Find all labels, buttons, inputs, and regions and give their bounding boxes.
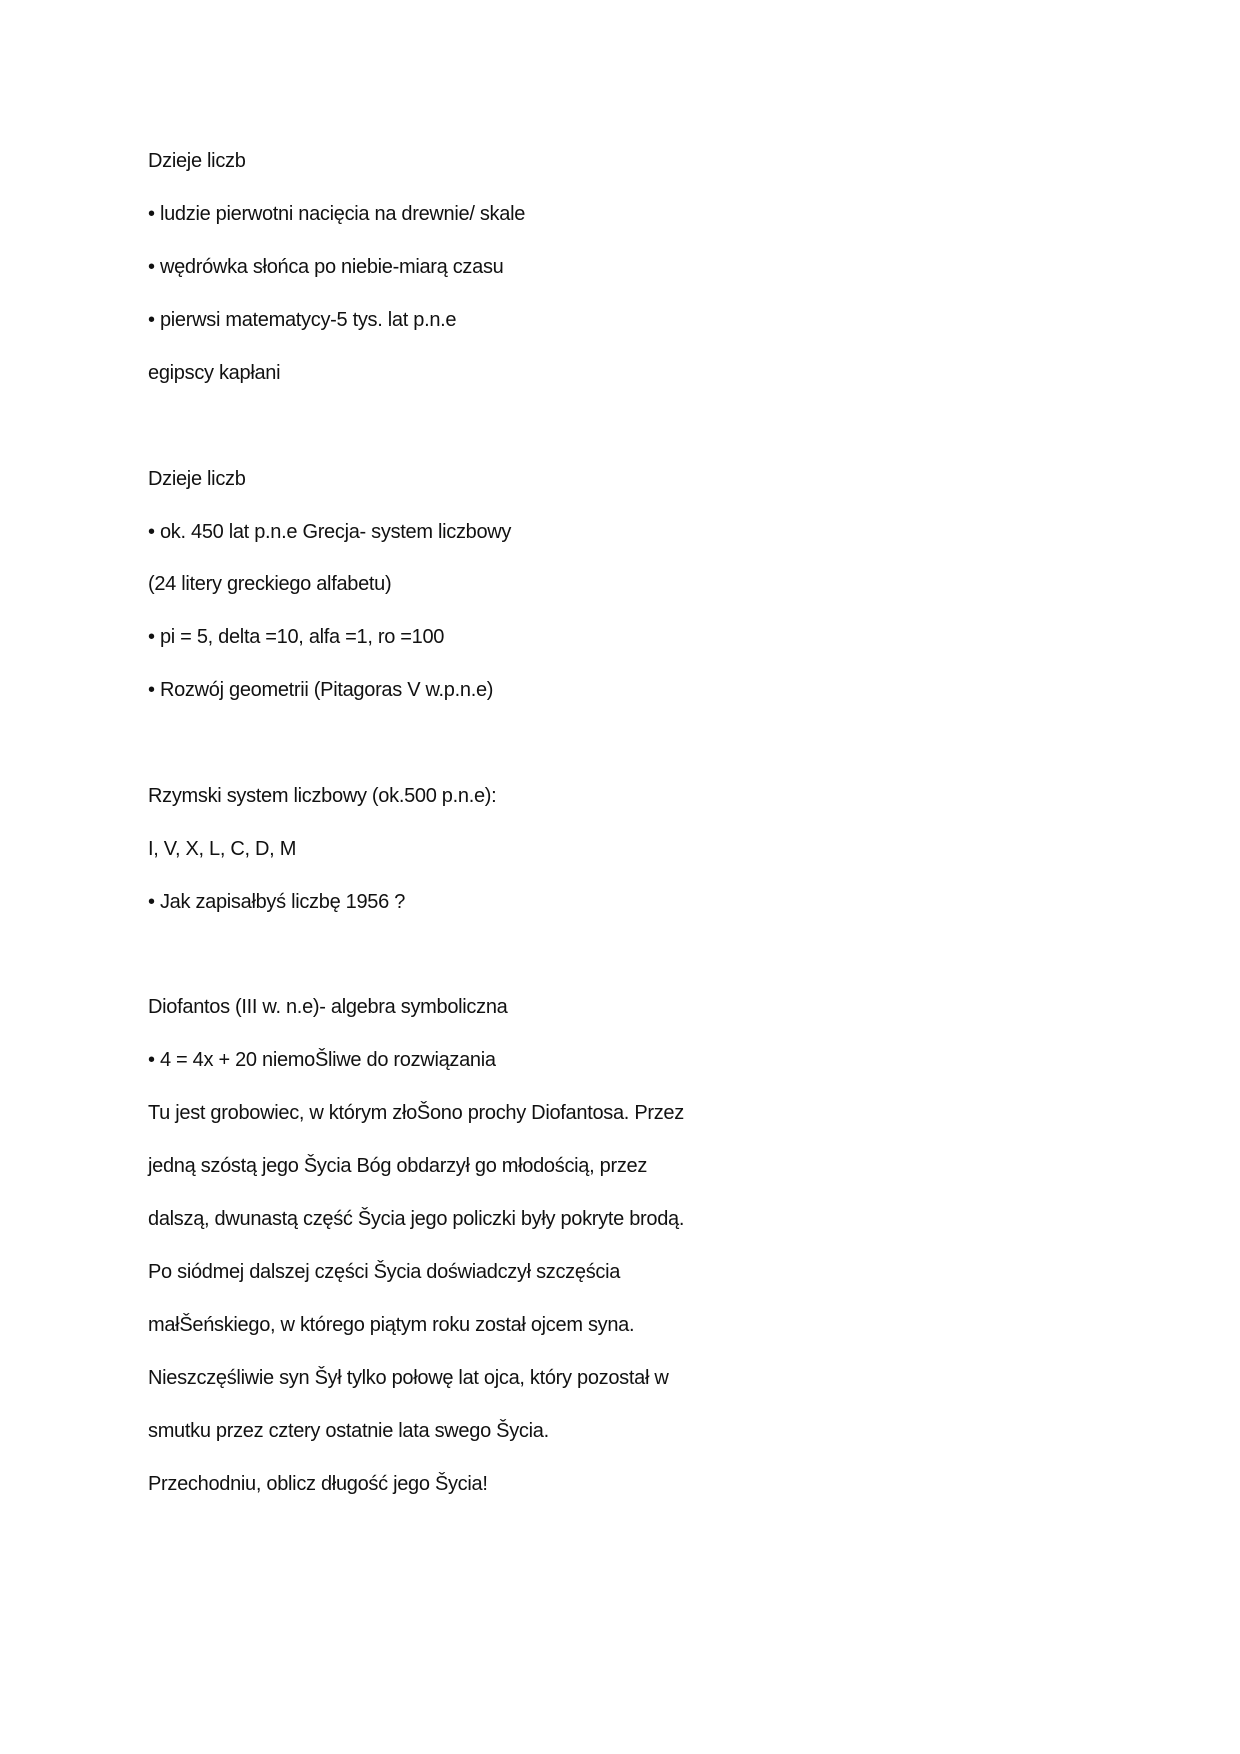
epitaph-line-8: Przechodniu, oblicz długość jego Šycia!	[148, 1473, 488, 1495]
bullet-equation: • 4 = 4x + 20 niemoŠliwe do rozwiązania	[148, 1049, 496, 1071]
epitaph-line-4: Po siódmej dalszej części Šycia doświadczył szczęścia	[148, 1261, 621, 1283]
epitaph-line-5: małŠeńskiego, w którego piątym roku został ojcem syna.	[148, 1314, 635, 1336]
bullet-jak-zapisalbys: • Jak zapisałbyś liczbę 1956 ?	[148, 891, 406, 913]
heading-diofantos: Diofantos (III w. n.e)- algebra symboliczna	[148, 996, 508, 1018]
text-roman-numerals: I, V, X, L, C, D, M	[148, 838, 297, 860]
epitaph-line-3: dalszą, dwunastą część Šycia jego policzki były pokryte brodą.	[148, 1208, 685, 1230]
epitaph-line-1: Tu jest grobowiec, w którym złoŠono prochy Diofantosa. Przez	[148, 1102, 684, 1124]
heading-rzymski-system: Rzymski system liczbowy (ok.500 p.n.e):	[148, 785, 497, 807]
text-24-litery: (24 litery greckiego alfabetu)	[148, 573, 392, 595]
epitaph-line-2: jedną szóstą jego Šycia Bóg obdarzył go młodością, przez	[148, 1155, 648, 1177]
epitaph-line-7: smutku przez cztery ostatnie lata swego Šycia.	[148, 1420, 549, 1442]
bullet-rozwoj-geometrii: • Rozwój geometrii (Pitagoras V w.p.n.e)	[148, 679, 494, 701]
bullet-pierwsi-matematycy: • pierwsi matematycy-5 tys. lat p.n.e	[148, 309, 457, 331]
bullet-wedrowka-slonca: • wędrówka słońca po niebie-miarą czasu	[148, 256, 504, 278]
heading-dzieje-liczb-1: Dzieje liczb	[148, 150, 246, 172]
bullet-grecja-system: • ok. 450 lat p.n.e Grecja- system liczbowy	[148, 521, 512, 543]
bullet-ludzie-pierwotni: • ludzie pierwotni nacięcia na drewnie/ skale	[148, 203, 526, 225]
text-egipscy-kaplani: egipscy kapłani	[148, 362, 281, 384]
bullet-greek-values: • pi = 5, delta =10, alfa =1, ro =100	[148, 626, 445, 648]
heading-dzieje-liczb-2: Dzieje liczb	[148, 468, 246, 490]
epitaph-line-6: Nieszczęśliwie syn Šył tylko połowę lat ojca, który pozostał w	[148, 1367, 669, 1389]
